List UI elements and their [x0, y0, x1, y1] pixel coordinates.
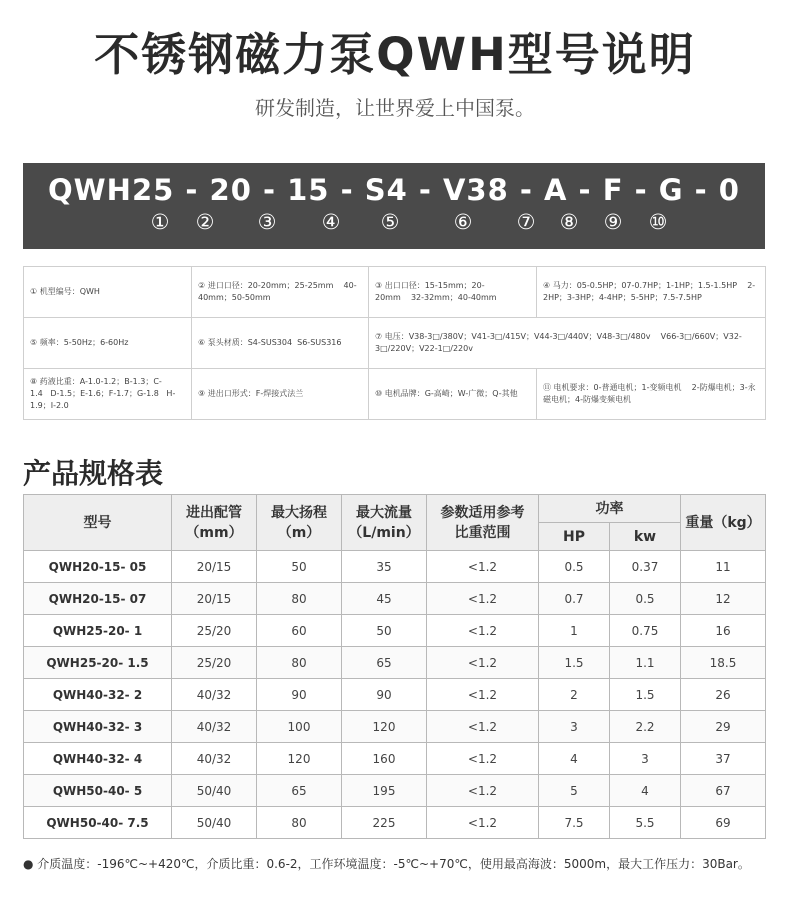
- cell-kw: 0.5: [610, 583, 681, 615]
- footnote: ● 介质温度：-196℃~+420℃，介质比重：0.6-2，工作环境温度：-5℃~+70℃，使用最高海波：5000m，最大工作压力：30Bar。: [23, 857, 750, 871]
- cell-head: 90: [257, 679, 342, 711]
- header-gravity: 参数适用参考 比重范围: [427, 495, 539, 551]
- cell-flow: 195: [342, 775, 427, 807]
- cell-gravity: <1.2: [427, 583, 539, 615]
- cell-pipe: 25/20: [172, 615, 257, 647]
- cell-flow: 160: [342, 743, 427, 775]
- page-title: 不锈钢磁力泵QWH型号说明: [94, 28, 696, 81]
- cell-hp: 2: [539, 679, 610, 711]
- cell-flow: 225: [342, 807, 427, 839]
- cell-pipe: 20/15: [172, 551, 257, 583]
- model-marker: ⑤: [380, 210, 400, 234]
- cell-gravity: <1.2: [427, 679, 539, 711]
- cell-model: QWH25-20- 1.5: [24, 647, 172, 679]
- legend-cell: ③ 出口口径：15-15mm；20-20mm 32-32mm；40-40mm: [369, 267, 537, 318]
- header-pipe: 进出配管 （mm）: [172, 495, 257, 551]
- model-marker: ①: [150, 210, 170, 234]
- header-hp: HP: [539, 523, 610, 551]
- cell-gravity: <1.2: [427, 807, 539, 839]
- model-code: QWH25 - 20 - 15 - S4 - V38 - A - F - G - 0: [48, 173, 740, 207]
- cell-hp: 7.5: [539, 807, 610, 839]
- cell-hp: 4: [539, 743, 610, 775]
- cell-pipe: 40/32: [172, 679, 257, 711]
- cell-model: QWH25-20- 1: [24, 615, 172, 647]
- spec-section-title: 产品规格表: [23, 457, 164, 490]
- cell-pipe: 20/15: [172, 583, 257, 615]
- legend-cell: ⑩ 电机品牌：G-高崎；W-广微；Q-其他: [369, 369, 537, 420]
- header-weight: 重量（kg）: [681, 495, 766, 551]
- cell-weight: 26: [681, 679, 766, 711]
- cell-hp: 3: [539, 711, 610, 743]
- cell-kw: 0.75: [610, 615, 681, 647]
- cell-model: QWH40-32- 3: [24, 711, 172, 743]
- model-code-banner: [23, 163, 765, 249]
- cell-gravity: <1.2: [427, 551, 539, 583]
- cell-model: QWH50-40- 5: [24, 775, 172, 807]
- cell-weight: 69: [681, 807, 766, 839]
- model-marker: ⑥: [453, 210, 473, 234]
- cell-gravity: <1.2: [427, 711, 539, 743]
- page-subtitle: 研发制造，让世界爱上中国泵。: [255, 96, 535, 120]
- cell-gravity: <1.2: [427, 743, 539, 775]
- model-legend-table: [23, 266, 766, 420]
- model-marker: ⑨: [603, 210, 623, 234]
- cell-head: 65: [257, 775, 342, 807]
- cell-hp: 1: [539, 615, 610, 647]
- model-marker: ②: [195, 210, 215, 234]
- legend-cell: ⑧ 药液比重：A-1.0-1.2；B-1.3；C-1.4 D-1.5；E-1.6；F-1.7；G-1.8 H-1.9；I-2.0: [24, 369, 192, 420]
- cell-kw: 0.37: [610, 551, 681, 583]
- header-head: 最大扬程 （m）: [257, 495, 342, 551]
- cell-model: QWH40-32- 2: [24, 679, 172, 711]
- legend-cell: ⑦ 电压：V38-3□/380V；V41-3□/415V；V44-3□/440V；V48-3□/480v V66-3□/660V；V32-3□/220V；V22-1□/220v: [369, 318, 766, 369]
- cell-weight: 11: [681, 551, 766, 583]
- table-row: [24, 743, 766, 775]
- cell-weight: 37: [681, 743, 766, 775]
- cell-model: QWH50-40- 7.5: [24, 807, 172, 839]
- cell-head: 80: [257, 583, 342, 615]
- cell-flow: 50: [342, 615, 427, 647]
- cell-model: QWH20-15- 05: [24, 551, 172, 583]
- cell-pipe: 25/20: [172, 647, 257, 679]
- legend-cell: ⑤ 频率：5-50Hz；6-60Hz: [24, 318, 192, 369]
- cell-pipe: 40/32: [172, 743, 257, 775]
- cell-model: QWH20-15- 07: [24, 583, 172, 615]
- cell-hp: 5: [539, 775, 610, 807]
- table-row: [24, 807, 766, 839]
- legend-cell: ⑥ 泵头材质：S4-SUS304 S6-SUS316: [192, 318, 369, 369]
- table-row: [24, 679, 766, 711]
- cell-head: 120: [257, 743, 342, 775]
- cell-flow: 65: [342, 647, 427, 679]
- table-row: [24, 775, 766, 807]
- cell-kw: 3: [610, 743, 681, 775]
- cell-kw: 5.5: [610, 807, 681, 839]
- cell-kw: 4: [610, 775, 681, 807]
- model-marker: ⑦: [516, 210, 536, 234]
- legend-cell: ⑪ 电机要求：0-普通电机；1-变频电机 2-防爆电机；3-永磁电机；4-防爆变频电机: [537, 369, 766, 420]
- cell-kw: 2.2: [610, 711, 681, 743]
- cell-weight: 29: [681, 711, 766, 743]
- cell-head: 60: [257, 615, 342, 647]
- model-marker: ⑧: [559, 210, 579, 234]
- legend-cell: ② 进口口径：20-20mm；25-25mm 40-40mm；50-50mm: [192, 267, 369, 318]
- cell-hp: 0.5: [539, 551, 610, 583]
- cell-hp: 0.7: [539, 583, 610, 615]
- cell-pipe: 50/40: [172, 775, 257, 807]
- header-kw: kw: [610, 523, 681, 551]
- cell-pipe: 50/40: [172, 807, 257, 839]
- cell-flow: 90: [342, 679, 427, 711]
- legend-cell: ④ 马力：05-0.5HP；07-0.7HP；1-1HP；1.5-1.5HP 2-2HP；3-3HP；4-4HP；5-5HP；7.5-7.5HP: [537, 267, 766, 318]
- cell-gravity: <1.2: [427, 775, 539, 807]
- table-row: [24, 711, 766, 743]
- table-row: [24, 615, 766, 647]
- cell-flow: 120: [342, 711, 427, 743]
- model-marker: ④: [321, 210, 341, 234]
- cell-head: 80: [257, 807, 342, 839]
- cell-kw: 1.1: [610, 647, 681, 679]
- table-row: [24, 647, 766, 679]
- cell-model: QWH40-32- 4: [24, 743, 172, 775]
- cell-weight: 18.5: [681, 647, 766, 679]
- header-power: 功率: [539, 495, 681, 523]
- cell-weight: 16: [681, 615, 766, 647]
- cell-pipe: 40/32: [172, 711, 257, 743]
- cell-flow: 45: [342, 583, 427, 615]
- cell-weight: 67: [681, 775, 766, 807]
- cell-weight: 12: [681, 583, 766, 615]
- cell-head: 50: [257, 551, 342, 583]
- model-marker: ③: [257, 210, 277, 234]
- model-marker: ⑩: [648, 210, 668, 234]
- cell-gravity: <1.2: [427, 647, 539, 679]
- header-flow: 最大流量 （L/min）: [342, 495, 427, 551]
- legend-cell: ⑨ 进出口形式：F-焊接式法兰: [192, 369, 369, 420]
- table-row: [24, 583, 766, 615]
- cell-kw: 1.5: [610, 679, 681, 711]
- table-row: [24, 551, 766, 583]
- cell-gravity: <1.2: [427, 615, 539, 647]
- header-model: 型号: [24, 495, 172, 551]
- cell-flow: 35: [342, 551, 427, 583]
- cell-hp: 1.5: [539, 647, 610, 679]
- cell-head: 80: [257, 647, 342, 679]
- cell-head: 100: [257, 711, 342, 743]
- legend-cell: ① 机型编号：QWH: [24, 267, 192, 318]
- spec-table: [23, 494, 766, 839]
